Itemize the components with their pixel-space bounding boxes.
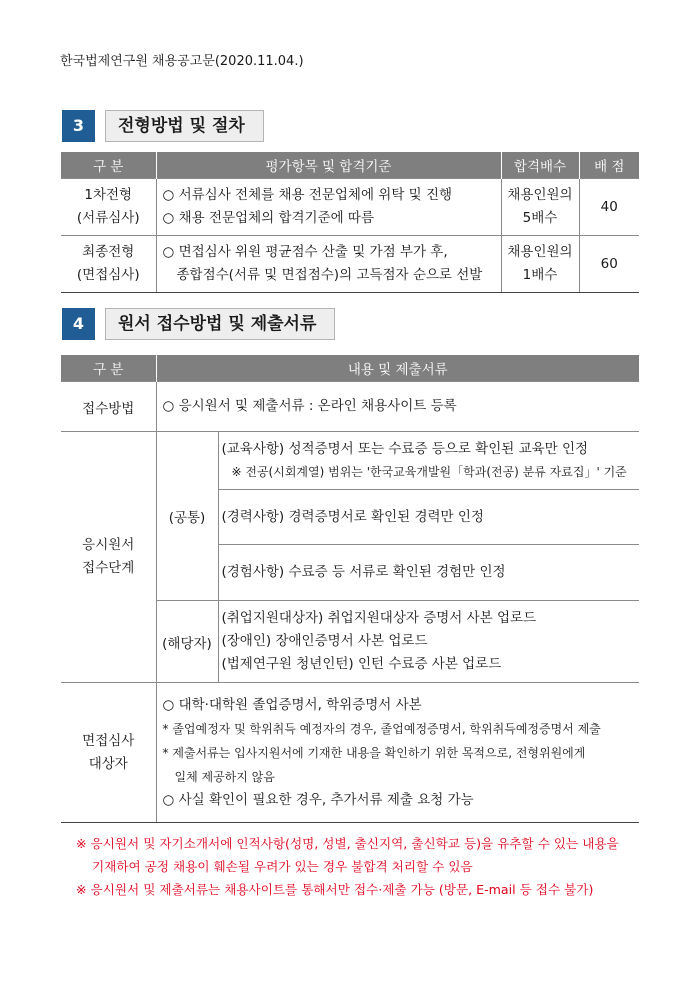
selection-procedure-table — [61, 152, 639, 293]
document-header: 한국법제연구원 채용공고문(2020.11.04.) — [60, 54, 304, 69]
multiple-line: 채용인원의 — [507, 244, 573, 260]
table-header-row — [61, 152, 639, 179]
table-row — [61, 432, 639, 490]
reception-content — [156, 382, 639, 432]
multiple-line: 채용인원의 — [507, 187, 573, 203]
interview-line: 일체 제공하지 않음 — [174, 769, 275, 784]
experience-line: (경험사항) 수료증 등 서류로 확인된 경험만 인정 — [221, 564, 506, 580]
header-criteria: 평가항목 및 합격기준 — [156, 152, 501, 179]
table-row — [61, 179, 639, 236]
header-category: 구 분 — [61, 355, 156, 382]
stage-label — [61, 432, 156, 683]
applicable-cell — [218, 601, 639, 683]
education-line: (교육사항) 성적증명서 또는 수료증 등으로 확인된 교육만 인정 — [221, 441, 589, 457]
criteria-line: 종합점수(서류 및 면접점수)의 고득점자 순으로 선발 — [176, 267, 483, 283]
interview-line: ○ 대학·대학원 졸업증명서, 학위증명서 사본 — [162, 696, 422, 713]
multiple-cell — [501, 179, 579, 236]
stage-cell — [61, 179, 156, 236]
criteria-line: ○ 채용 전문업체의 합격기준에 따름 — [162, 210, 375, 226]
interview-line: ○ 사실 확인이 필요한 경우, 추가서류 제출 요청 가능 — [162, 791, 474, 808]
score-cell: 60 — [579, 236, 639, 293]
education-cell — [218, 432, 639, 490]
header-multiple: 합격배수 — [501, 152, 579, 179]
applicable-line: (장애인) 장애인증명서 사본 업로드 — [221, 633, 428, 649]
stage-name: 1차전형 — [84, 187, 133, 203]
warning-line: ※ 응시원서 및 제출서류는 채용사이트를 통해서만 접수·제출 가능 (방문, E-mail 등 접수 불가) — [76, 882, 594, 897]
criteria-line: ○ 면접심사 위원 평균점수 산출 및 가점 부가 후, — [162, 244, 448, 260]
applicable-line: (법제연구원 청년인턴) 인턴 수료증 사본 업로드 — [221, 656, 502, 672]
stage-label-line: 접수단계 — [82, 560, 135, 576]
section-3-number: 3 — [62, 110, 95, 142]
criteria-cell — [156, 236, 501, 293]
applicable-label: (해당자) — [156, 601, 218, 683]
career-cell — [218, 490, 639, 545]
criteria-line: ○ 서류심사 전체를 채용 전문업체에 위탁 및 진행 — [162, 187, 453, 203]
interview-content — [156, 683, 639, 823]
education-note: ※ 전공(시회계열) 범위는 '한국교육개발원「학과(전공) 분류 자료집」' 기준 — [231, 465, 627, 479]
experience-cell — [218, 545, 639, 601]
table-row — [61, 236, 639, 293]
multiple-line: 5배수 — [522, 210, 558, 226]
interview-label-line: 면접심사 — [82, 732, 135, 749]
stage-type: (면접심사) — [76, 267, 140, 283]
section-4-label: 원서 접수방법 및 제출서류 — [105, 308, 335, 340]
header-category: 구 분 — [61, 152, 156, 179]
reception-line: ○ 응시원서 및 제출서류 : 온라인 채용사이트 등록 — [162, 398, 457, 414]
multiple-cell — [501, 236, 579, 293]
table-row — [61, 382, 639, 432]
stage-name: 최종전형 — [82, 244, 135, 260]
career-line: (경력사항) 경력증명서로 확인된 경력만 인정 — [221, 508, 484, 525]
table-header-row — [61, 355, 639, 382]
reception-label: 접수방법 — [61, 382, 156, 432]
interview-label — [61, 683, 156, 823]
common-label: (공통) — [156, 432, 218, 601]
application-documents-table — [61, 355, 639, 823]
stage-label-line: 응시원서 — [82, 537, 135, 553]
interview-line: * 졸업예정자 및 학위취득 예정자의 경우, 졸업예정증명서, 학위취득예정증명서 제출 — [162, 721, 601, 736]
stage-cell — [61, 236, 156, 293]
criteria-cell — [156, 179, 501, 236]
section-3-label: 전형방법 및 절차 — [105, 110, 264, 142]
applicable-line: (취업지원대상자) 취업지원대상자 증명서 사본 업로드 — [221, 610, 537, 626]
multiple-line: 1배수 — [522, 267, 558, 283]
interview-line: * 제출서류는 입사지원서에 기재한 내용을 확인하기 위한 목적으로, 전형위원에게 — [162, 745, 586, 760]
header-content: 내용 및 제출서류 — [156, 355, 639, 382]
interview-label-line: 대상자 — [88, 755, 128, 772]
warning-line: 기재하여 공정 채용이 훼손될 우려가 있는 경우 불합격 처리할 수 있음 — [92, 859, 473, 874]
warning-line: ※ 응시원서 및 자기소개서에 인적사항(성명, 성별, 출신지역, 출신학교 등)을 유추할 수 있는 내용을 — [76, 836, 619, 851]
header-score: 배 점 — [579, 152, 639, 179]
table-row — [61, 683, 639, 823]
score-cell: 40 — [579, 179, 639, 236]
stage-type: (서류심사) — [76, 210, 140, 226]
section-4-number: 4 — [62, 308, 95, 340]
